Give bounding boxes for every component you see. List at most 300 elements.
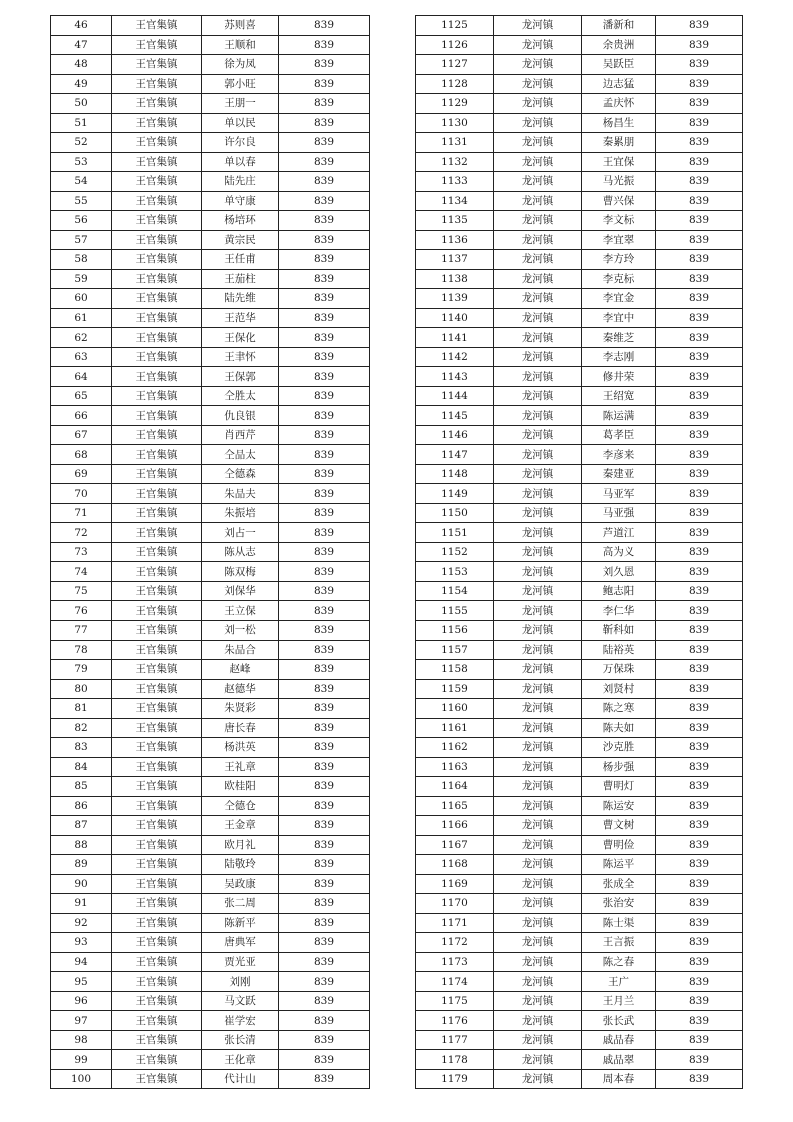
amount-cell: 839: [656, 660, 743, 680]
town-cell: 龙河镇: [494, 874, 582, 894]
amount-cell: 839: [279, 1011, 370, 1031]
table-row: [51, 894, 370, 914]
town-cell: 王官集镇: [112, 191, 202, 211]
table-row: [51, 581, 370, 601]
serial-number-cell: 57: [51, 230, 112, 250]
amount-cell: 839: [656, 16, 743, 36]
serial-number-cell: 74: [51, 562, 112, 582]
person-name-cell: 王顺和: [202, 35, 279, 55]
amount-cell: 839: [656, 308, 743, 328]
serial-number-cell: 1167: [416, 835, 494, 855]
person-name-cell: 刘刚: [202, 972, 279, 992]
amount-cell: 839: [656, 581, 743, 601]
serial-number-cell: 1152: [416, 542, 494, 562]
table-row: [416, 933, 743, 953]
town-cell: 龙河镇: [494, 191, 582, 211]
amount-cell: 839: [279, 816, 370, 836]
person-name-cell: 李彦来: [582, 445, 656, 465]
table-row: [51, 562, 370, 582]
town-cell: 龙河镇: [494, 152, 582, 172]
serial-number-cell: 1174: [416, 972, 494, 992]
serial-number-cell: 1130: [416, 113, 494, 133]
amount-cell: 839: [279, 445, 370, 465]
town-cell: 龙河镇: [494, 211, 582, 231]
person-name-cell: 秦维芝: [582, 328, 656, 348]
person-name-cell: 仝德仓: [202, 796, 279, 816]
town-cell: 龙河镇: [494, 562, 582, 582]
town-cell: 龙河镇: [494, 133, 582, 153]
table-row: [416, 113, 743, 133]
serial-number-cell: 1161: [416, 718, 494, 738]
table-row: [51, 35, 370, 55]
serial-number-cell: 61: [51, 308, 112, 328]
table-row: [51, 855, 370, 875]
town-cell: 王官集镇: [112, 1030, 202, 1050]
person-name-cell: 陈之春: [582, 952, 656, 972]
amount-cell: 839: [279, 328, 370, 348]
table-row: [416, 835, 743, 855]
amount-cell: 839: [279, 679, 370, 699]
table-row: [51, 445, 370, 465]
roster-table-left: [50, 15, 370, 1089]
serial-number-cell: 1140: [416, 308, 494, 328]
amount-cell: 839: [656, 133, 743, 153]
amount-cell: 839: [279, 952, 370, 972]
person-name-cell: 苏则喜: [202, 16, 279, 36]
amount-cell: 839: [279, 191, 370, 211]
amount-cell: 839: [656, 464, 743, 484]
amount-cell: 839: [279, 796, 370, 816]
person-name-cell: 陈双梅: [202, 562, 279, 582]
person-name-cell: 李宜中: [582, 308, 656, 328]
town-cell: 王官集镇: [112, 874, 202, 894]
serial-number-cell: 65: [51, 386, 112, 406]
town-cell: 王官集镇: [112, 308, 202, 328]
person-name-cell: 李宜金: [582, 289, 656, 309]
person-name-cell: 余贵洲: [582, 35, 656, 55]
person-name-cell: 戚品翠: [582, 1050, 656, 1070]
table-row: [51, 1011, 370, 1031]
amount-cell: 839: [656, 35, 743, 55]
town-cell: 龙河镇: [494, 660, 582, 680]
town-cell: 王官集镇: [112, 211, 202, 231]
person-name-cell: 刘一松: [202, 620, 279, 640]
table-row: [51, 718, 370, 738]
serial-number-cell: 50: [51, 94, 112, 114]
person-name-cell: 张二周: [202, 894, 279, 914]
person-name-cell: 唐典军: [202, 933, 279, 953]
town-cell: 王官集镇: [112, 699, 202, 719]
table-row: [51, 16, 370, 36]
town-cell: 龙河镇: [494, 523, 582, 543]
amount-cell: 839: [279, 1050, 370, 1070]
town-cell: 龙河镇: [494, 738, 582, 758]
table-row: [416, 386, 743, 406]
table-row: [51, 74, 370, 94]
amount-cell: 839: [279, 347, 370, 367]
amount-cell: 839: [656, 991, 743, 1011]
amount-cell: 839: [656, 406, 743, 426]
town-cell: 王官集镇: [112, 913, 202, 933]
table-row: [416, 484, 743, 504]
amount-cell: 839: [279, 250, 370, 270]
town-cell: 龙河镇: [494, 991, 582, 1011]
amount-cell: 839: [279, 913, 370, 933]
town-cell: 王官集镇: [112, 250, 202, 270]
serial-number-cell: 1170: [416, 894, 494, 914]
amount-cell: 839: [279, 16, 370, 36]
person-name-cell: 李文标: [582, 211, 656, 231]
table-row: [416, 55, 743, 75]
person-name-cell: 孟庆怀: [582, 94, 656, 114]
town-cell: 龙河镇: [494, 933, 582, 953]
person-name-cell: 刘占一: [202, 523, 279, 543]
person-name-cell: 朱品合: [202, 640, 279, 660]
town-cell: 龙河镇: [494, 464, 582, 484]
person-name-cell: 黄宗民: [202, 230, 279, 250]
town-cell: 龙河镇: [494, 503, 582, 523]
town-cell: 王官集镇: [112, 816, 202, 836]
town-cell: 龙河镇: [494, 406, 582, 426]
amount-cell: 839: [279, 718, 370, 738]
amount-cell: 839: [279, 855, 370, 875]
serial-number-cell: 1150: [416, 503, 494, 523]
serial-number-cell: 1131: [416, 133, 494, 153]
table-row: [51, 874, 370, 894]
table-row: [51, 620, 370, 640]
amount-cell: 839: [656, 1069, 743, 1089]
serial-number-cell: 51: [51, 113, 112, 133]
table-row: [51, 757, 370, 777]
town-cell: 龙河镇: [494, 484, 582, 504]
person-name-cell: 秦建亚: [582, 464, 656, 484]
table-row: [51, 601, 370, 621]
amount-cell: 839: [656, 250, 743, 270]
town-cell: 龙河镇: [494, 679, 582, 699]
serial-number-cell: 1177: [416, 1030, 494, 1050]
table-row: [51, 347, 370, 367]
table-row: [416, 269, 743, 289]
town-cell: 王官集镇: [112, 484, 202, 504]
amount-cell: 839: [656, 562, 743, 582]
town-cell: 龙河镇: [494, 855, 582, 875]
serial-number-cell: 1129: [416, 94, 494, 114]
serial-number-cell: 1175: [416, 991, 494, 1011]
serial-number-cell: 79: [51, 660, 112, 680]
town-cell: 王官集镇: [112, 835, 202, 855]
serial-number-cell: 77: [51, 620, 112, 640]
town-cell: 龙河镇: [494, 16, 582, 36]
person-name-cell: 仝德森: [202, 464, 279, 484]
town-cell: 王官集镇: [112, 933, 202, 953]
person-name-cell: 刘贤村: [582, 679, 656, 699]
serial-number-cell: 58: [51, 250, 112, 270]
person-name-cell: 靳科如: [582, 620, 656, 640]
town-cell: 王官集镇: [112, 425, 202, 445]
table-row: [416, 503, 743, 523]
town-cell: 龙河镇: [494, 699, 582, 719]
amount-cell: 839: [656, 777, 743, 797]
person-name-cell: 王聿怀: [202, 347, 279, 367]
town-cell: 王官集镇: [112, 35, 202, 55]
town-cell: 王官集镇: [112, 133, 202, 153]
town-cell: 王官集镇: [112, 464, 202, 484]
town-cell: 龙河镇: [494, 250, 582, 270]
table-row: [51, 972, 370, 992]
town-cell: 王官集镇: [112, 386, 202, 406]
amount-cell: 839: [656, 425, 743, 445]
table-row: [51, 152, 370, 172]
town-cell: 龙河镇: [494, 289, 582, 309]
amount-cell: 839: [279, 503, 370, 523]
amount-cell: 839: [656, 152, 743, 172]
serial-number-cell: 1159: [416, 679, 494, 699]
serial-number-cell: 73: [51, 542, 112, 562]
amount-cell: 839: [656, 620, 743, 640]
town-cell: 龙河镇: [494, 835, 582, 855]
person-name-cell: 郭小旺: [202, 74, 279, 94]
table-row: [416, 172, 743, 192]
town-cell: 龙河镇: [494, 601, 582, 621]
town-cell: 龙河镇: [494, 581, 582, 601]
amount-cell: 839: [656, 503, 743, 523]
serial-number-cell: 1158: [416, 660, 494, 680]
serial-number-cell: 47: [51, 35, 112, 55]
serial-number-cell: 1171: [416, 913, 494, 933]
town-cell: 龙河镇: [494, 777, 582, 797]
table-row: [416, 757, 743, 777]
serial-number-cell: 1153: [416, 562, 494, 582]
amount-cell: 839: [656, 211, 743, 231]
serial-number-cell: 93: [51, 933, 112, 953]
table-row: [51, 94, 370, 114]
table-row: [416, 445, 743, 465]
table-row: [51, 484, 370, 504]
table-row: [51, 679, 370, 699]
person-name-cell: 王化章: [202, 1050, 279, 1070]
town-cell: 王官集镇: [112, 855, 202, 875]
person-name-cell: 仇良银: [202, 406, 279, 426]
person-name-cell: 王礼章: [202, 757, 279, 777]
person-name-cell: 欧月礼: [202, 835, 279, 855]
person-name-cell: 刘保华: [202, 581, 279, 601]
amount-cell: 839: [656, 933, 743, 953]
table-row: [416, 894, 743, 914]
amount-cell: 839: [656, 952, 743, 972]
serial-number-cell: 1148: [416, 464, 494, 484]
amount-cell: 839: [656, 230, 743, 250]
serial-number-cell: 76: [51, 601, 112, 621]
table-row: [416, 601, 743, 621]
serial-number-cell: 1176: [416, 1011, 494, 1031]
table-row: [416, 1011, 743, 1031]
town-cell: 王官集镇: [112, 796, 202, 816]
town-cell: 王官集镇: [112, 55, 202, 75]
serial-number-cell: 94: [51, 952, 112, 972]
town-cell: 王官集镇: [112, 660, 202, 680]
person-name-cell: 马亚军: [582, 484, 656, 504]
serial-number-cell: 67: [51, 425, 112, 445]
serial-number-cell: 1141: [416, 328, 494, 348]
amount-cell: 839: [656, 874, 743, 894]
town-cell: 龙河镇: [494, 718, 582, 738]
serial-number-cell: 1134: [416, 191, 494, 211]
town-cell: 王官集镇: [112, 601, 202, 621]
serial-number-cell: 1162: [416, 738, 494, 758]
serial-number-cell: 90: [51, 874, 112, 894]
table-row: [416, 406, 743, 426]
serial-number-cell: 1145: [416, 406, 494, 426]
table-row: [51, 796, 370, 816]
person-name-cell: 赵峰: [202, 660, 279, 680]
person-name-cell: 高为义: [582, 542, 656, 562]
person-name-cell: 崔学宏: [202, 1011, 279, 1031]
table-row: [416, 367, 743, 387]
town-cell: 龙河镇: [494, 1030, 582, 1050]
person-name-cell: 吴政康: [202, 874, 279, 894]
table-row: [51, 250, 370, 270]
amount-cell: 839: [656, 855, 743, 875]
town-cell: 王官集镇: [112, 16, 202, 36]
amount-cell: 839: [656, 972, 743, 992]
amount-cell: 839: [279, 972, 370, 992]
serial-number-cell: 85: [51, 777, 112, 797]
table-row: [416, 738, 743, 758]
person-name-cell: 曹文树: [582, 816, 656, 836]
person-name-cell: 单守康: [202, 191, 279, 211]
person-name-cell: 陆先庄: [202, 172, 279, 192]
table-row: [51, 367, 370, 387]
serial-number-cell: 69: [51, 464, 112, 484]
amount-cell: 839: [279, 757, 370, 777]
person-name-cell: 陈新平: [202, 913, 279, 933]
serial-number-cell: 89: [51, 855, 112, 875]
amount-cell: 839: [656, 1011, 743, 1031]
serial-number-cell: 55: [51, 191, 112, 211]
table-row: [416, 1030, 743, 1050]
table-row: [51, 952, 370, 972]
amount-cell: 839: [279, 991, 370, 1011]
person-name-cell: 陆先维: [202, 289, 279, 309]
serial-number-cell: 78: [51, 640, 112, 660]
person-name-cell: 王立保: [202, 601, 279, 621]
serial-number-cell: 1142: [416, 347, 494, 367]
town-cell: 龙河镇: [494, 94, 582, 114]
table-row: [416, 308, 743, 328]
table-row: [416, 35, 743, 55]
amount-cell: 839: [279, 835, 370, 855]
town-cell: 王官集镇: [112, 777, 202, 797]
amount-cell: 839: [279, 152, 370, 172]
town-cell: 龙河镇: [494, 894, 582, 914]
person-name-cell: 陈从志: [202, 542, 279, 562]
amount-cell: 839: [279, 894, 370, 914]
person-name-cell: 潘新和: [582, 16, 656, 36]
person-name-cell: 张治安: [582, 894, 656, 914]
serial-number-cell: 63: [51, 347, 112, 367]
person-name-cell: 朱贤彩: [202, 699, 279, 719]
serial-number-cell: 1139: [416, 289, 494, 309]
serial-number-cell: 1126: [416, 35, 494, 55]
amount-cell: 839: [279, 484, 370, 504]
amount-cell: 839: [279, 74, 370, 94]
town-cell: 王官集镇: [112, 640, 202, 660]
serial-number-cell: 70: [51, 484, 112, 504]
town-cell: 王官集镇: [112, 718, 202, 738]
town-cell: 王官集镇: [112, 1069, 202, 1089]
person-name-cell: 王保化: [202, 328, 279, 348]
amount-cell: 839: [279, 874, 370, 894]
person-name-cell: 王言振: [582, 933, 656, 953]
person-name-cell: 修井荣: [582, 367, 656, 387]
serial-number-cell: 1169: [416, 874, 494, 894]
person-name-cell: 许尔良: [202, 133, 279, 153]
table-row: [51, 542, 370, 562]
town-cell: 王官集镇: [112, 894, 202, 914]
serial-number-cell: 83: [51, 738, 112, 758]
roster-table-right-body: [416, 16, 743, 1089]
town-cell: 龙河镇: [494, 308, 582, 328]
table-row: [416, 230, 743, 250]
serial-number-cell: 1173: [416, 952, 494, 972]
serial-number-cell: 72: [51, 523, 112, 543]
table-row: [416, 289, 743, 309]
person-name-cell: 陈运安: [582, 796, 656, 816]
town-cell: 王官集镇: [112, 230, 202, 250]
serial-number-cell: 80: [51, 679, 112, 699]
table-row: [416, 74, 743, 94]
table-row: [416, 660, 743, 680]
person-name-cell: 李仁华: [582, 601, 656, 621]
table-row: [51, 230, 370, 250]
table-row: [416, 874, 743, 894]
amount-cell: 839: [656, 289, 743, 309]
person-name-cell: 陈运满: [582, 406, 656, 426]
table-row: [416, 972, 743, 992]
town-cell: 王官集镇: [112, 679, 202, 699]
town-cell: 王官集镇: [112, 328, 202, 348]
table-row: [51, 1069, 370, 1089]
serial-number-cell: 99: [51, 1050, 112, 1070]
table-row: [416, 152, 743, 172]
serial-number-cell: 46: [51, 16, 112, 36]
person-name-cell: 张长武: [582, 1011, 656, 1031]
amount-cell: 839: [656, 699, 743, 719]
town-cell: 龙河镇: [494, 952, 582, 972]
amount-cell: 839: [279, 94, 370, 114]
town-cell: 龙河镇: [494, 1069, 582, 1089]
table-row: [51, 386, 370, 406]
serial-number-cell: 1146: [416, 425, 494, 445]
table-row: [51, 269, 370, 289]
person-name-cell: 朱振培: [202, 503, 279, 523]
serial-number-cell: 1144: [416, 386, 494, 406]
person-name-cell: 代计山: [202, 1069, 279, 1089]
amount-cell: 839: [279, 367, 370, 387]
serial-number-cell: 1125: [416, 16, 494, 36]
serial-number-cell: 1154: [416, 581, 494, 601]
table-row: [416, 542, 743, 562]
serial-number-cell: 64: [51, 367, 112, 387]
person-name-cell: 李克标: [582, 269, 656, 289]
town-cell: 龙河镇: [494, 328, 582, 348]
table-row: [51, 55, 370, 75]
serial-number-cell: 1163: [416, 757, 494, 777]
person-name-cell: 吴跃臣: [582, 55, 656, 75]
town-cell: 王官集镇: [112, 972, 202, 992]
amount-cell: 839: [656, 816, 743, 836]
person-name-cell: 边志猛: [582, 74, 656, 94]
